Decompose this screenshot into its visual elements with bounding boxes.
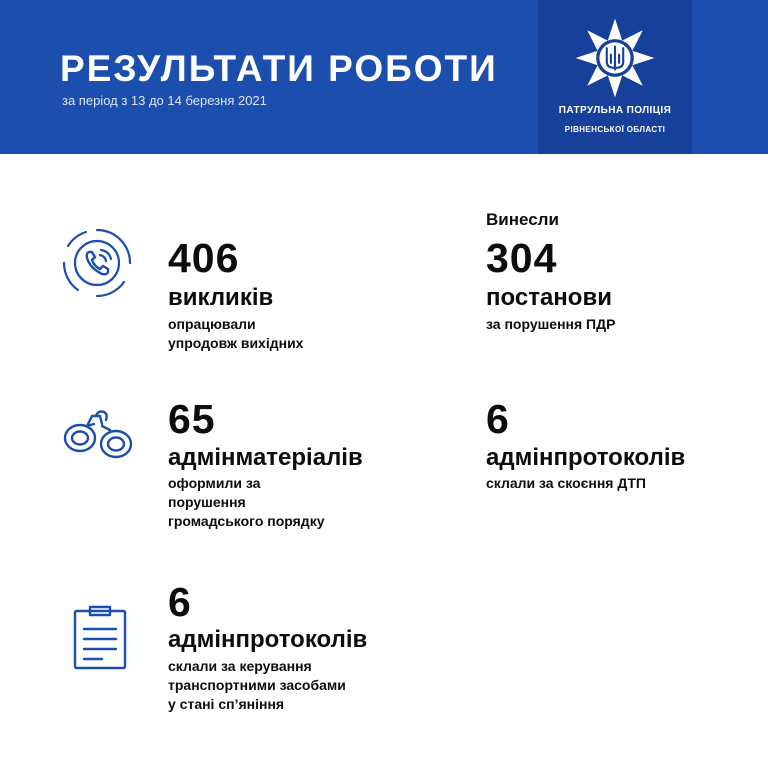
drunk-driving-description (168, 657, 346, 714)
dtp-protocols-unit: адмінпротоколів (486, 444, 686, 471)
header-banner (0, 0, 768, 154)
phone-call-icon (62, 228, 132, 298)
admin-materials-description (168, 474, 325, 531)
description-line: опрацювали (168, 316, 256, 332)
drunk-driving-number: 6 (168, 579, 192, 625)
page-title: РЕЗУЛЬТАТИ РОБОТИ (60, 48, 498, 89)
badge-subtitle: РІВНЕНСЬКОЇ ОБЛАСТІ (564, 125, 666, 134)
resolutions-unit: постанови (486, 284, 612, 311)
police-badge (538, 0, 692, 154)
description-line: склали за скоєння ДТП (486, 475, 646, 491)
period-subtitle: за період з 13 до 14 березня 2021 (62, 93, 267, 108)
resolutions-prefix: Винесли (486, 210, 559, 229)
police-star-trident-icon (574, 17, 656, 99)
description-line: у стані сп’яніння (168, 696, 285, 712)
description-line: упродовж вихідних (168, 335, 304, 351)
dtp-protocols-description (486, 474, 646, 493)
resolutions-description (486, 315, 615, 334)
drunk-driving-unit: адмінпротоколів (168, 626, 368, 653)
description-line: транспортними засобами (168, 677, 346, 693)
admin-materials-unit: адмінматеріалів (168, 444, 363, 471)
calls-description (168, 315, 303, 353)
description-line: склали за керування (168, 658, 312, 674)
description-line: за порушення ПДР (486, 316, 616, 332)
badge-title: ПАТРУЛЬНА ПОЛІЦІЯ (558, 105, 672, 116)
clipboard-icon (72, 603, 128, 671)
calls-unit: викликів (168, 284, 274, 311)
admin-materials-number: 65 (168, 396, 216, 442)
handcuffs-icon (62, 404, 134, 468)
calls-number: 406 (168, 235, 240, 281)
description-line: оформили за (168, 475, 261, 491)
description-line: порушення (168, 494, 246, 510)
dtp-protocols-number: 6 (486, 396, 510, 442)
resolutions-number: 304 (486, 235, 558, 281)
description-line: громадського порядку (168, 513, 325, 529)
